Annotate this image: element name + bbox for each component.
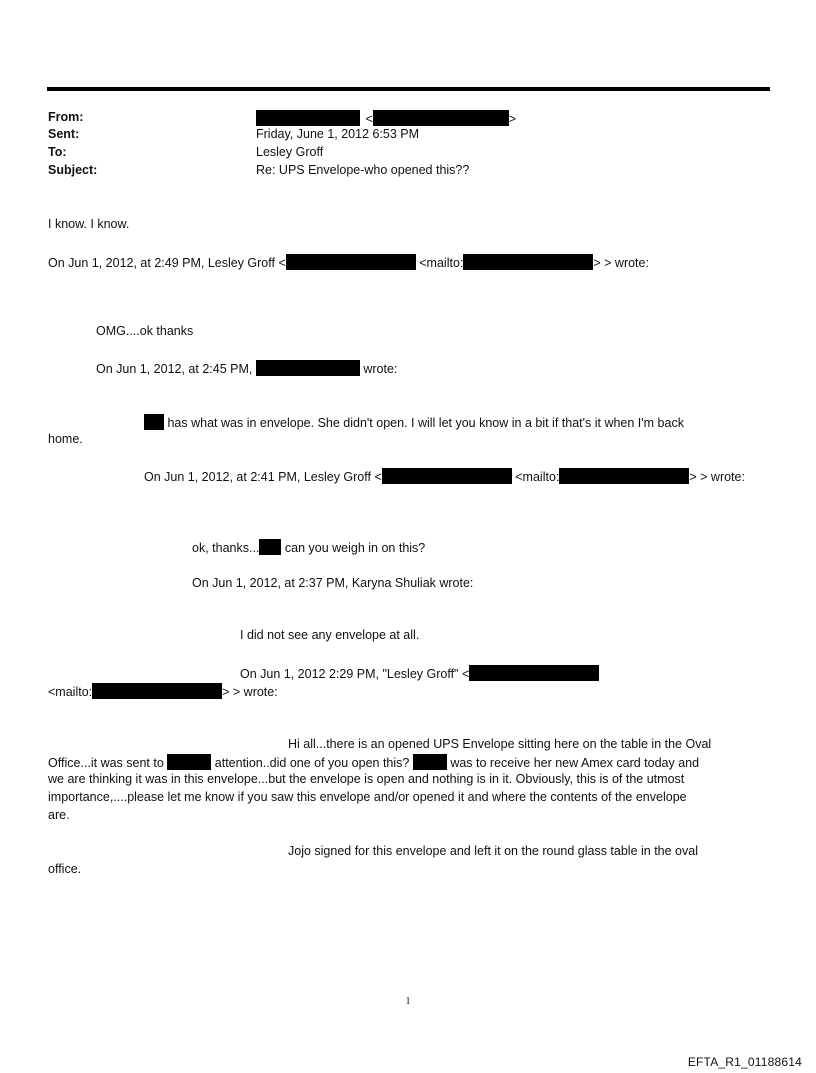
body-line: Hi all...there is an opened UPS Envelope sitting here on the table in the Oval <box>288 737 712 751</box>
header-rule <box>47 87 770 91</box>
body-line: I did not see any envelope at all. <box>240 628 420 642</box>
bates-stamp: EFTA_R1_01188614 <box>687 1055 802 1069</box>
quote-header: On Jun 1, 2012, at 2:41 PM, Lesley Groff < <mailto: > > wrote: <box>144 470 745 484</box>
body-line: home. <box>48 432 83 446</box>
body-line: are. <box>48 808 70 822</box>
from-label: From: <box>48 110 84 124</box>
body-line: OMG....ok thanks <box>96 324 194 338</box>
body-line: has what was in envelope. She didn't open. I will let you know in a bit if that's it when I'm back <box>144 414 684 431</box>
redaction <box>559 468 689 484</box>
quote-header: On Jun 1, 2012, at 2:37 PM, Karyna Shuliak wrote: <box>192 576 474 590</box>
quote-header: On Jun 1, 2012, at 2:49 PM, Lesley Groff < <mailto: > > wrote: <box>48 256 649 270</box>
redaction <box>469 665 599 681</box>
body-line: ok, thanks... can you weigh in on this? <box>192 541 426 555</box>
sent-value: Friday, June 1, 2012 6:53 PM <box>256 127 420 141</box>
quote-header: <mailto: > > wrote: <box>48 685 278 699</box>
redaction <box>373 110 509 126</box>
body-line: we are thinking it was in this envelope...but the envelope is open and nothing is in it. Obviously, this is of the utmost <box>48 772 685 786</box>
body-line: importance,....please let me know if you saw this envelope and/or opened it and where the contents of the envelope <box>48 790 687 804</box>
to-value: Lesley Groff <box>256 145 324 159</box>
subject-value: Re: UPS Envelope-who opened this?? <box>256 163 470 177</box>
from-value: < > <box>256 110 516 127</box>
redaction <box>256 360 360 376</box>
redaction <box>144 414 164 430</box>
page-number: 1 <box>405 996 411 1007</box>
subject-label: Subject: <box>48 163 98 177</box>
sent-label: Sent: <box>48 127 80 141</box>
redaction <box>92 683 222 699</box>
body-line: Jojo signed for this envelope and left it on the round glass table in the oval <box>288 844 698 858</box>
redaction <box>256 110 360 126</box>
quote-header: On Jun 1, 2012, at 2:45 PM, wrote: <box>96 362 398 376</box>
redaction <box>259 539 281 555</box>
redaction <box>286 254 416 270</box>
redaction <box>382 468 512 484</box>
redaction <box>413 754 447 770</box>
to-label: To: <box>48 145 67 159</box>
body-line: office. <box>48 862 82 876</box>
body-line: I know. I know. <box>48 217 130 231</box>
redaction <box>463 254 593 270</box>
redaction <box>167 754 211 770</box>
body-line: Office...it was sent to attention..did one of you open this? was to receive her new Amex card today and <box>48 756 700 770</box>
quote-header: On Jun 1, 2012 2:29 PM, "Lesley Groff" < <box>240 665 599 682</box>
